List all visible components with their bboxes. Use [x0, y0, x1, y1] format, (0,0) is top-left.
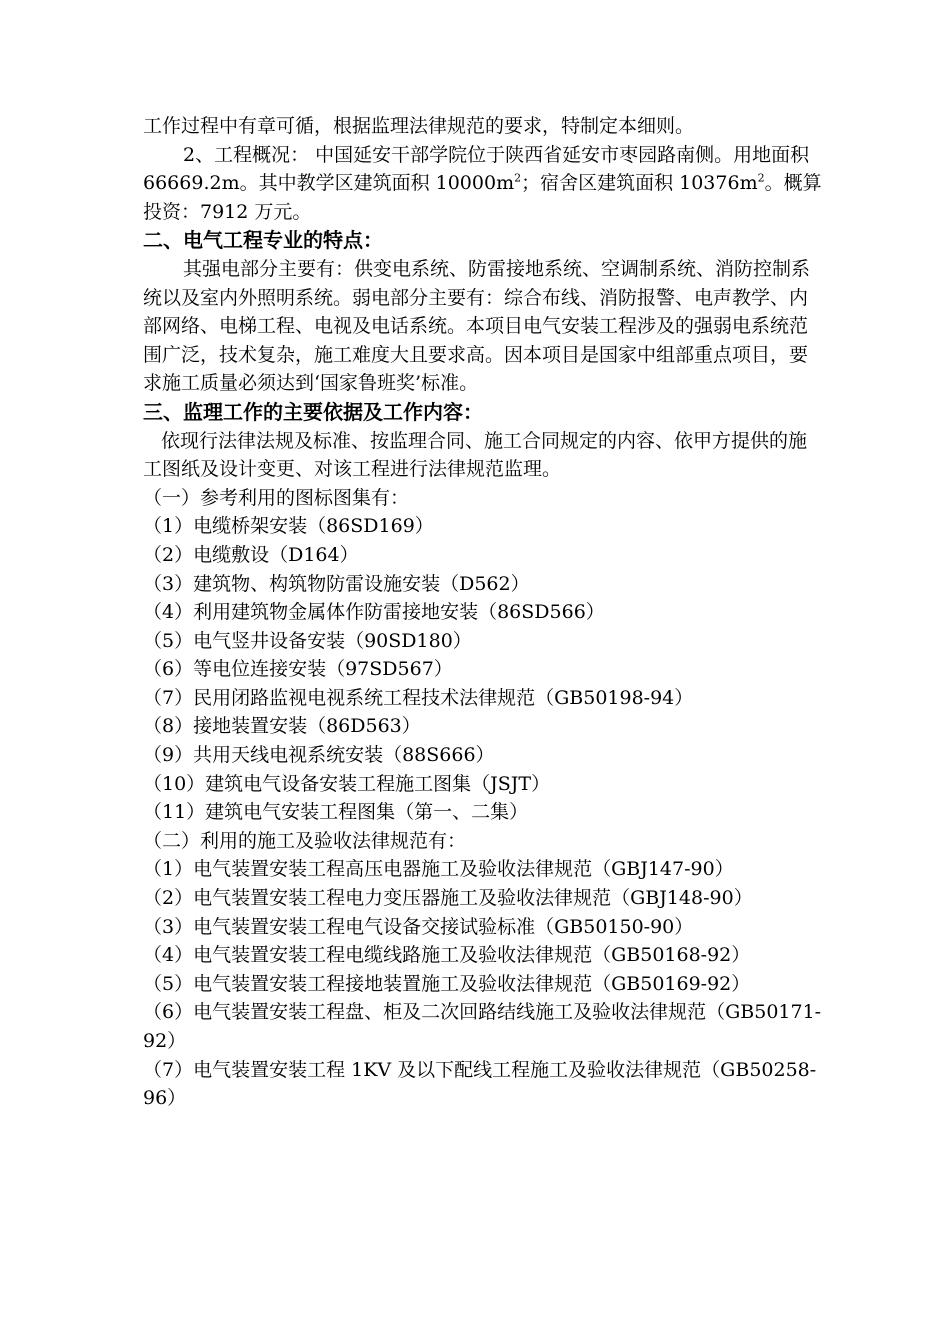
section-3-body: 依现行法律法规及标准、按监理合同、施工合同规定的内容、依甲方提供的施工图纸及设计变更、对该工程进行法律规范监理。 — [143, 429, 808, 481]
list-item: （3）建筑物、构筑物防雷设施安装（D562） — [143, 572, 530, 595]
list-item: （3）电气装置安装工程电气设备交接试验标准（GB50150-90） — [143, 915, 694, 938]
list-item: （9）共用天线电视系统安装（88S666） — [143, 744, 495, 767]
intro-line: 工作过程中有章可循，根据监理法律规范的要求，特制定本细则。 — [143, 115, 695, 137]
overview-text-3: 。概算投资：7912 万元。 — [143, 172, 822, 223]
superscript-1: 2 — [514, 171, 522, 185]
list-item: （6）电气装置安装工程盘、柜及二次回路结线施工及验收法律规范（GB50171-92） — [143, 1001, 822, 1052]
list-item: （1）电缆桥架安装（86SD169） — [143, 515, 434, 538]
overview-text-1: 2、工程概况： 中国延安干部学院位于陕西省延安市枣园路南侧。用地面积 66669.2m。其中教学区建筑面积 10000m — [143, 143, 810, 195]
superscript-2: 2 — [757, 171, 765, 185]
section-heading-3: 三、监理工作的主要依据及工作内容： — [143, 399, 483, 424]
section-heading-2: 二、电气工程专业的特点： — [143, 228, 383, 253]
list-item: （5）电气竖井设备安装（90SD180） — [143, 629, 472, 652]
list-item: （6）等电位连接安装（97SD567） — [143, 658, 453, 681]
list-item: （7）民用闭路监视电视系统工程技术法律规范（GB50198-94） — [143, 686, 694, 709]
project-overview — [143, 141, 823, 227]
list-item: （11）建筑电气安装工程图集（第一、二集） — [143, 801, 529, 824]
document-page — [143, 112, 823, 1113]
list-item: （1）电气装置安装工程高压电器施工及验收法律规范（GBJ147-90） — [143, 858, 734, 881]
subsection-1-title: （一）参考利用的图标图集有： — [143, 486, 410, 509]
overview-text-2: ；宿舍区建筑面积 10376m — [521, 172, 758, 195]
list-item: （4）利用建筑物金属体作防雷接地安装（86SD566） — [143, 601, 605, 624]
list-item: （2）电缆敷设（D164） — [143, 543, 359, 566]
list-item: （5）电气装置安装工程接地装置施工及验收法律规范（GB50169-92） — [143, 972, 751, 995]
list-item: （8）接地装置安装（86D563） — [143, 715, 421, 738]
list-item: （4）电气装置安装工程电缆线路施工及验收法律规范（GB50168-92） — [143, 944, 751, 967]
list-item: （7）电气装置安装工程 1KV 及以下配线工程施工及验收法律规范（GB50258-96） — [143, 1058, 817, 1110]
subsection-2-title: （二）利用的施工及验收法律规范有： — [143, 829, 467, 852]
section-2-body: 其强电部分主要有：供变电系统、防雷接地系统、空调制系统、消防控制系统以及室内外照明系统。弱电部分主要有：综合布线、消防报警、电声教学、内部网络、电梯工程、电视及电话系统。本项目电气安装工程涉及的强弱电系统范围广泛，技术复杂，施工难度大且要求高。因本项目是国家中组部重点项目，要求施工质量必须达到‘国家鲁班奖’标准。 — [143, 257, 811, 395]
list-item: （10）建筑电气设备安装工程施工图集（JSJT） — [143, 772, 551, 795]
list-item: （2）电气装置安装工程电力变压器施工及验收法律规范（GBJ148-90） — [143, 887, 753, 910]
